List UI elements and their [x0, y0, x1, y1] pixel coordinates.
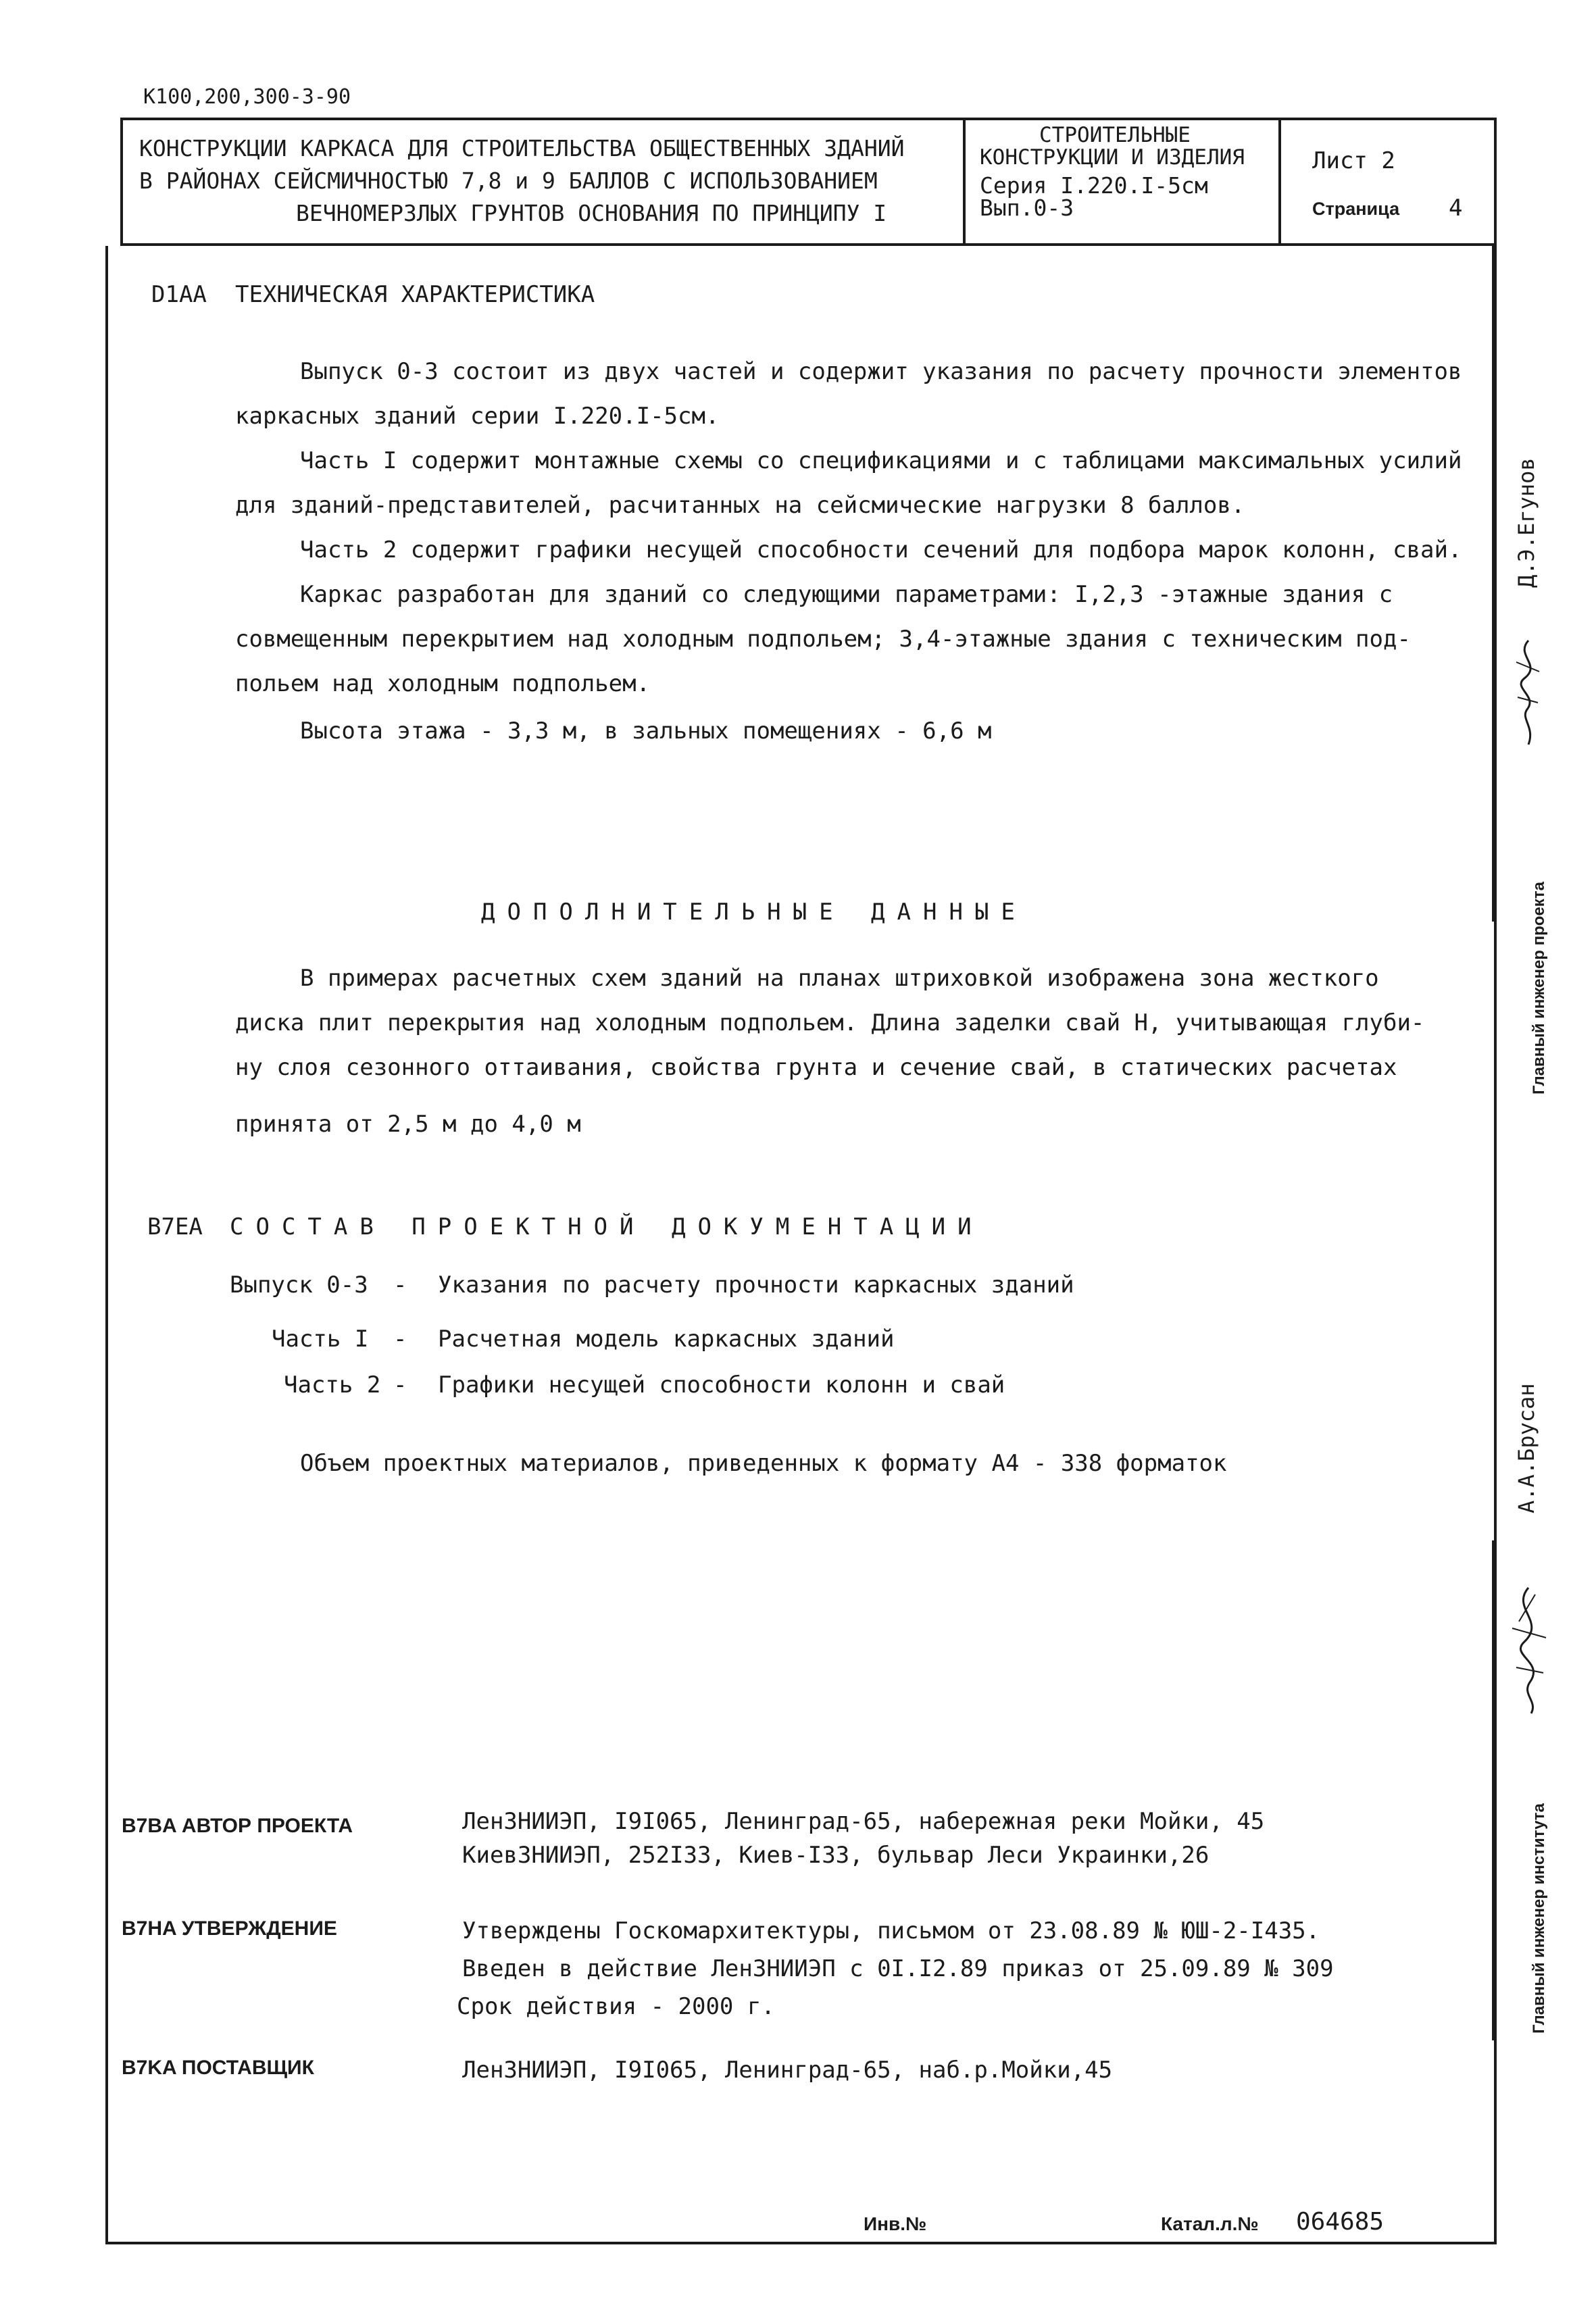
- project-title-line: ВЕЧНОМЕРЗЛЫХ ГРУНТОВ ОСНОВАНИЯ ПО ПРИНЦИПУ I: [296, 200, 887, 226]
- chief-project-engineer-name: Д.Э.Егунов: [1514, 457, 1539, 588]
- approval-line: Утверждены Госкомархитектуры, письмом от 23.08.89 № ЮШ-2-I435.: [462, 1917, 1320, 1944]
- page-label: Страница: [1312, 199, 1400, 219]
- approval-line: Введен в действие ЛенЗНИИЭП с 0I.I2.89 приказ от 25.09.89 № 309: [462, 1955, 1334, 1982]
- composition-item-dash: -: [393, 1272, 407, 1299]
- composition-item-dash: -: [393, 1372, 407, 1399]
- signature-institute-engineer: [1505, 1581, 1553, 1716]
- project-title-line: В РАЙОНАХ СЕЙСМИЧНОСТЬЮ 7,8 и 9 БАЛЛОВ С ИСПОЛЬЗОВАНИЕМ: [139, 168, 878, 194]
- series-label: Серия I.220.I-5см: [980, 172, 1208, 199]
- tech-paragraph-line: Часть I содержит монтажные схемы со спецификациями и с таблицами максимальных усилий: [300, 447, 1462, 474]
- tech-paragraph-line: Высота этажа - 3,3 м, в зальных помещениях - 6,6 м: [300, 718, 992, 745]
- tech-paragraph-line: совмещенным перекрытием над холодным подпольем; 3,4-этажные здания с техническим под-: [235, 626, 1411, 653]
- composition-item-text: Графики несущей способности колонн и свай: [438, 1372, 1005, 1399]
- project-title: [139, 132, 904, 230]
- inventory-number-label: Инв.№: [864, 2213, 927, 2234]
- composition-item-label: Часть I: [272, 1326, 369, 1353]
- chief-institute-engineer-title: Главный инженер института: [1530, 1803, 1548, 2034]
- author-line: ЛенЗНИИЭП, I9I065, Ленинград-65, набережная реки Мойки, 45: [462, 1808, 1265, 1835]
- title-block-divider: [1278, 120, 1281, 243]
- title-block-divider: [963, 120, 966, 243]
- tech-paragraph-line: польем над холодным подпольем.: [235, 670, 651, 697]
- author-label: B7BA АВТОР ПРОЕКТА: [122, 1815, 353, 1837]
- tech-section-code: D1AA: [151, 281, 207, 308]
- category-line: КОНСТРУКЦИИ И ИЗДЕЛИЯ: [980, 145, 1245, 170]
- tech-section-heading: ТЕХНИЧЕСКАЯ ХАРАКТЕРИСТИКА: [235, 281, 595, 308]
- composition-item-label: Выпуск 0-3: [230, 1272, 368, 1299]
- composition-section-heading: СОСТАВ ПРОЕКТНОЙ ДОКУМЕНТАЦИИ: [230, 1213, 984, 1240]
- page-number: 4: [1449, 195, 1463, 222]
- signature-project-engineer: [1508, 635, 1549, 750]
- extra-paragraph-line: ну слоя сезонного оттаивания, свойства грунта и сечение свай, в статических расчетах: [235, 1054, 1397, 1081]
- supplier-line: ЛенЗНИИЭП, I9I065, Ленинград-65, наб.р.Мойки,45: [462, 2057, 1113, 2084]
- composition-item-label: Часть 2: [284, 1372, 381, 1399]
- project-title-line: КОНСТРУКЦИИ КАРКАСА ДЛЯ СТРОИТЕЛЬСТВА ОБЩЕСТВЕННЫХ ЗДАНИЙ: [139, 135, 905, 161]
- tech-paragraph-line: Каркас разработан для зданий со следующими параметрами: I,2,3 -этажные здания с: [300, 581, 1393, 608]
- tech-paragraph-line: каркасных зданий серии I.220.I-5см.: [235, 403, 720, 430]
- composition-section-code: B7EA: [147, 1213, 203, 1240]
- issue-label: Вып.0-3: [980, 195, 1074, 221]
- tech-paragraph-line: Выпуск 0-3 состоит из двух частей и содержит указания по расчету прочности элементов: [300, 358, 1462, 385]
- catalog-number: 064685: [1296, 2208, 1385, 2236]
- extra-paragraph-line: принята от 2,5 м до 4,0 м: [235, 1111, 581, 1138]
- category-block: [980, 124, 1245, 219]
- extra-paragraph-line: В примерах расчетных схем зданий на планах штриховкой изображена зона жесткого: [300, 965, 1379, 992]
- supplier-label: B7KA ПОСТАВЩИК: [122, 2057, 314, 2079]
- tech-paragraph-line: Часть 2 содержит графики несущей способности сечений для подбора марок колонн, свай.: [300, 536, 1462, 563]
- tech-paragraph-line: для зданий-представителей, расчитанных на сейсмические нагрузки 8 баллов.: [235, 492, 1245, 519]
- author-line: КиевЗНИИЭП, 252I33, Киев-I33, бульвар Леси Украинки,26: [462, 1842, 1210, 1869]
- document-code: К100,200,300-3-90: [143, 85, 351, 109]
- composition-item-dash: -: [393, 1326, 407, 1353]
- sheet-label: Лист 2: [1312, 147, 1395, 174]
- catalog-number-label: Катал.л.№: [1161, 2213, 1259, 2234]
- extra-section-heading: ДОПОЛНИТЕЛЬНЫЕ ДАННЫЕ: [481, 899, 1027, 926]
- margin-strip-line: [1492, 1540, 1494, 2040]
- chief-project-engineer-title: Главный инженер проекта: [1530, 882, 1548, 1095]
- composition-item-text: Указания по расчету прочности каркасных зданий: [438, 1272, 1074, 1299]
- approval-line: Срок действия - 2000 г.: [457, 1993, 775, 2020]
- category-line: СТРОИТЕЛЬНЫЕ: [1039, 123, 1191, 147]
- chief-institute-engineer-name: А.А.Брусан: [1514, 1383, 1539, 1513]
- extra-paragraph-line: диска плит перекрытия над холодным подпольем. Длина заделки свай Н, учитывающая глуби-: [235, 1009, 1425, 1036]
- margin-strip-line: [1492, 246, 1494, 922]
- composition-item-text: Расчетная модель каркасных зданий: [438, 1326, 895, 1353]
- approval-label: B7HA УТВЕРЖДЕНИЕ: [122, 1917, 337, 1940]
- composition-volume: Объем проектных материалов, приведенных к формату А4 - 338 форматок: [300, 1450, 1227, 1477]
- title-block: [120, 118, 1497, 246]
